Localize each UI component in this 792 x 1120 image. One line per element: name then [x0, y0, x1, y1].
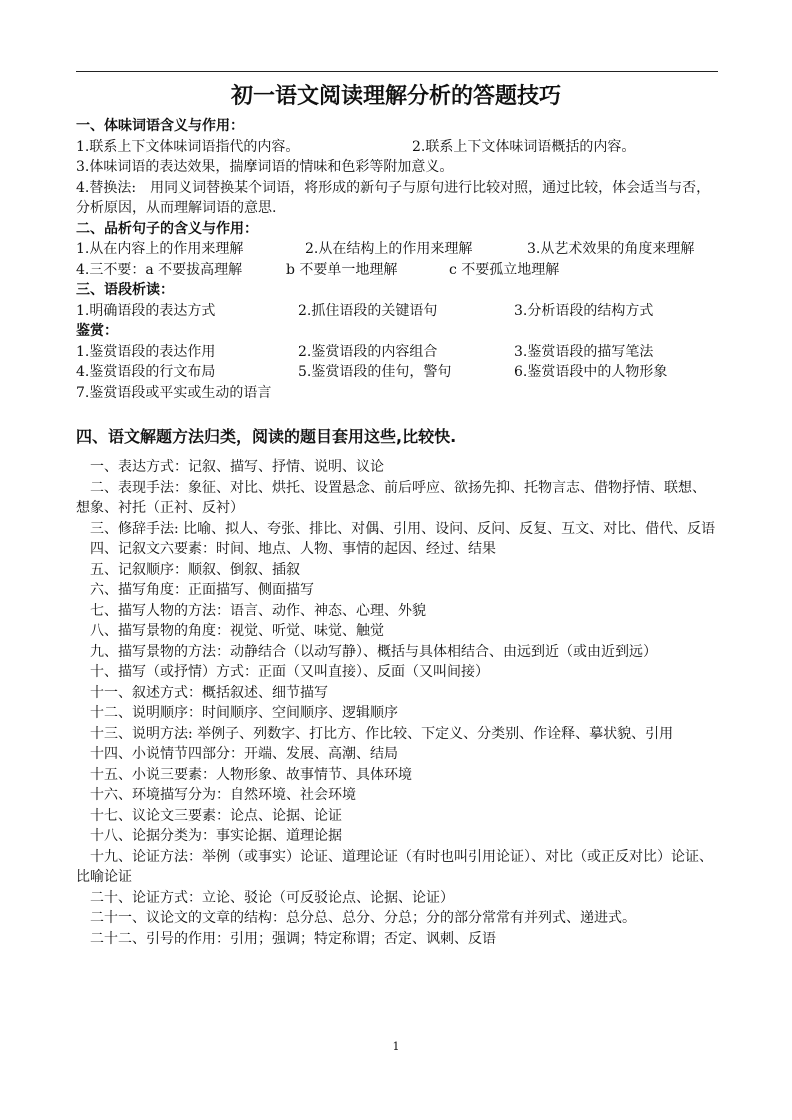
document-body [76, 116, 718, 949]
section-3-row [76, 301, 718, 322]
list-item: 二十、论证方式：立论、驳论（可反驳论点、论据、论证） [90, 889, 454, 906]
list-item: 十三、说明方法: 举例子、列数字、打比方、作比较、下定义、分类别、作诠释、摹状貌、引用 [90, 725, 674, 742]
list-item: 二十二、引号的作用：引用；强调；特定称谓；否定、讽刺、反语 [90, 930, 496, 947]
list-item: 十九、论证方法：举例（或事实）论证、道理论证（有时也叫引用论证）、对比（或正反对比）论证、比喻论证 [76, 848, 713, 885]
section-heading-3: 三、语段析读： [76, 282, 174, 298]
list-item: 十一、叙述方式：概括叙述、细节描写 [90, 684, 328, 701]
list-item: 十、描写（或抒情）方式：正面（又叫直接）、反面（又叫间接） [90, 664, 489, 680]
text-line: 2.鉴赏语段的内容组合 [298, 343, 438, 360]
list-item: 十八、论据分类为：事实论据、道理论据 [90, 828, 342, 844]
list-item: 九、描写景物的方法：动静结合（以动写静）、概括与具体相结合、由远到近（或由近到远） [90, 643, 657, 660]
text-line: 6.鉴赏语段中的人物形象 [514, 364, 668, 380]
list-item: 四、记叙文六要素：时间、地点、人物、事情的起因、经过、结果 [90, 541, 496, 557]
section-2-row-2 [76, 260, 718, 281]
text-line: 1.联系上下文体味词语指代的内容。 [76, 138, 300, 155]
text-line: 3.从艺术效果的角度来理解 [527, 241, 695, 257]
list-item: 十四、小说情节四部分：开端、发展、高潮、结局 [90, 746, 398, 762]
list-item: 十二、说明顺序：时间顺序、空间顺序、逻辑顺序 [90, 705, 398, 721]
list-item: 二十一、议论文的文章的结构：总分总、总分、分总；分的部分常常有并列式、递进式。 [90, 910, 636, 926]
text-line: 3.体味词语的表达效果，揣摩词语的情味和色彩等附加意义。 [76, 159, 454, 175]
section-heading-2: 二、品析句子的含义与作用： [76, 220, 258, 237]
header-rule [76, 71, 718, 72]
list-item: 六、描写角度：正面描写、侧面描写 [90, 582, 314, 598]
list-item: 三、修辞手法: 比喻、拟人、夸张、排比、对偶、引用、设问、反问、反复、互文、对比、借代、反语 [90, 520, 716, 537]
text-line: 4.鉴赏语段的行文布局 [76, 364, 216, 380]
text-line: b 不要单一地理解 [286, 261, 398, 278]
section-2-row-1 [76, 239, 718, 260]
text-line: 7.鉴赏语段或平实或生动的语言 [76, 384, 272, 401]
section-heading-1: 一、体味词语含义与作用： [76, 118, 244, 134]
page-title: 初一语文阅读理解分析的答题技巧 [230, 84, 561, 109]
list-item: 二、表现手法：象征、对比、烘托、设置悬念、前后呼应、欲扬先抑、托物言志、借物抒情、联想、想象、衬托（正衬、反衬） [76, 479, 706, 516]
text-paragraph: 4.替换法: 用同义词替换某个词语，将形成的新句子与原句进行比较对照，通过比较，体会适当与否，分析原因，从而理解词语的意思. [76, 179, 711, 216]
text-line: 1.从在内容上的作用来理解 [76, 241, 244, 257]
appreciation-row-2 [76, 362, 718, 383]
text-line: c 不要孤立地理解 [449, 261, 560, 278]
list-item: 七、描写人物的方法：语言、动作、神态、心理、外貌 [90, 602, 426, 619]
list-item: 十七、议论文三要素：论点、论据、论证 [90, 807, 342, 824]
method-list [76, 457, 718, 949]
section-1-row [76, 137, 718, 158]
text-line: 1.鉴赏语段的表达作用 [76, 343, 216, 360]
text-line: 2.从在结构上的作用来理解 [305, 241, 473, 257]
list-item: 八、描写景物的角度：视觉、听觉、味觉、触觉 [90, 623, 384, 639]
list-item: 一、表达方式：记叙、描写、抒情、说明、议论 [90, 459, 384, 475]
text-line: 2.联系上下文体味词语概括的内容。 [412, 138, 636, 155]
section-heading-4: 四、语文解题方法归类，阅读的题目套用这些,比较快. [76, 427, 457, 446]
text-line: 3.分析语段的结构方式 [514, 302, 654, 319]
section-heading-appreciation: 鉴赏： [76, 323, 118, 339]
text-line: 5.鉴赏语段的佳句，警句 [298, 364, 452, 380]
text-line: 1.明确语段的表达方式 [76, 302, 216, 319]
text-line: 3.鉴赏语段的描写笔法 [514, 343, 654, 360]
page-number: 1 [392, 1040, 400, 1053]
text-line: 2.抓住语段的关键语句 [298, 302, 438, 319]
appreciation-row-1 [76, 342, 718, 363]
list-item: 十五、小说三要素：人物形象、故事情节、具体环境 [90, 766, 412, 783]
list-item: 十六、环境描写分为：自然环境、社会环境 [90, 787, 356, 803]
text-line: 4.三不要：a 不要拔高理解 [76, 261, 243, 278]
list-item: 五、记叙顺序：顺叙、倒叙、插叙 [90, 561, 300, 578]
